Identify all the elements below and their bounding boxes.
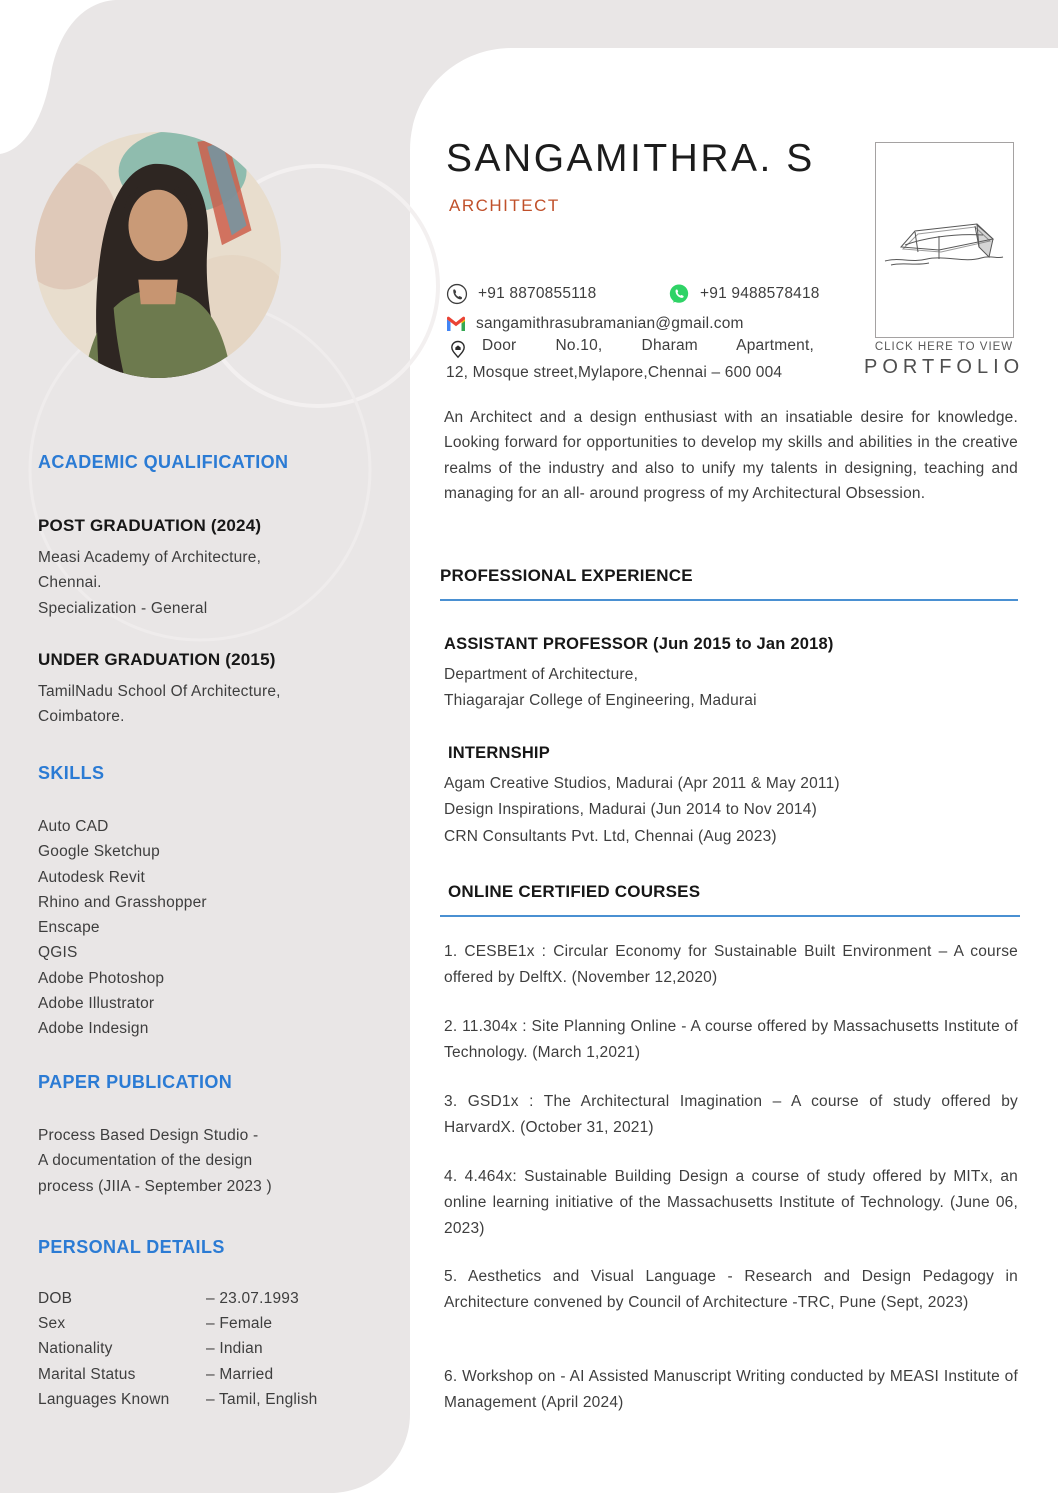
profile-photo bbox=[35, 132, 281, 378]
course-item: 2. 11.304x : Site Planning Online - A course offered by Massachusetts Institute of Technology. (March 1,2021) bbox=[444, 1018, 1018, 1061]
personal-value: – 23.07.1993 bbox=[206, 1290, 299, 1307]
personal-row bbox=[38, 1362, 378, 1387]
assistant-professor-details bbox=[444, 662, 757, 715]
academic-qualification-heading: ACADEMIC QUALIFICATION bbox=[38, 452, 289, 472]
skill-item: Rhino and Grasshopper bbox=[38, 893, 207, 911]
assistant-professor-title: ASSISTANT PROFESSOR (Jun 2015 to Jan 2018) bbox=[444, 635, 834, 653]
course-item: 6. Workshop on - AI Assisted Manuscript Writing conducted by MEASI Institute of Management (April 2024) bbox=[444, 1368, 1018, 1411]
under-graduation-details bbox=[38, 679, 281, 730]
internship-heading: INTERNSHIP bbox=[448, 744, 550, 762]
gmail-icon bbox=[446, 316, 466, 332]
personal-label: Nationality bbox=[38, 1340, 113, 1358]
paper-line: A documentation of the design bbox=[38, 1152, 253, 1170]
course-item: 5. Aesthetics and Visual Language - Research and Design Pedagogy in Architecture convened by Council of Architecture -TRC, Pune (Sept, 2023) bbox=[444, 1268, 1018, 1311]
personal-label: Marital Status bbox=[38, 1365, 136, 1383]
personal-value: – Married bbox=[206, 1365, 274, 1383]
personal-row bbox=[38, 1336, 378, 1361]
personal-value: – Indian bbox=[206, 1340, 263, 1358]
contact-block bbox=[446, 283, 826, 391]
skill-item: QGIS bbox=[38, 944, 78, 962]
skill-item: Adobe Illustrator bbox=[38, 995, 155, 1013]
internship-list bbox=[444, 771, 840, 850]
under-grad-line: TamilNadu School Of Architecture, bbox=[38, 683, 281, 700]
personal-row bbox=[38, 1387, 378, 1412]
personal-label: DOB bbox=[38, 1290, 73, 1307]
under-grad-line: Coimbatore. bbox=[38, 708, 125, 726]
online-courses-section-header bbox=[440, 882, 1020, 917]
job-title: ARCHITECT bbox=[449, 196, 560, 215]
paper-line: Process Based Design Studio - bbox=[38, 1127, 259, 1144]
address-line-1: Door No.10, Dharam Apartment, bbox=[482, 337, 814, 354]
portfolio-link-box[interactable] bbox=[875, 142, 1014, 338]
skill-item: Google Sketchup bbox=[38, 843, 160, 861]
internship-item: Design Inspirations, Madurai (Jun 2014 to Nov 2014) bbox=[444, 801, 817, 819]
course-item: 4. 4.464x: Sustainable Building Design a course of study offered by MITx, an online learning initiative of the Massachusetts Institute of Technology. (June 06, 2023) bbox=[444, 1168, 1018, 1237]
page-title: SANGAMITHRA. S bbox=[446, 137, 815, 180]
course-item: 1. CESBE1x : Circular Economy for Sustainable Built Environment – A course offered by DelftX. (November 12,2020) bbox=[444, 943, 1018, 986]
skill-item: Autodesk Revit bbox=[38, 868, 146, 886]
online-courses-heading: ONLINE CERTIFIED COURSES bbox=[448, 882, 701, 901]
personal-value: – Female bbox=[206, 1315, 273, 1333]
professional-experience-heading: PROFESSIONAL EXPERIENCE bbox=[440, 566, 693, 585]
internship-item: CRN Consultants Pvt. Ltd, Chennai (Aug 2023) bbox=[444, 827, 777, 845]
portfolio-label[interactable]: PORTFOLIO bbox=[864, 356, 1025, 378]
location-icon bbox=[448, 338, 468, 362]
under-graduation-title: UNDER GRADUATION (2015) bbox=[38, 650, 276, 669]
phone-icon bbox=[446, 283, 468, 305]
professional-experience-section-header bbox=[440, 566, 1018, 601]
skill-item: Adobe Photoshop bbox=[38, 969, 165, 987]
paper-line: process (JIIA - September 2023 ) bbox=[38, 1177, 272, 1195]
phone-number[interactable]: +91 8870855118 bbox=[478, 285, 597, 302]
experience-line: Thiagarajar College of Engineering, Madurai bbox=[444, 692, 757, 710]
post-grad-line: Chennai. bbox=[38, 574, 102, 592]
personal-details-heading: PERSONAL DETAILS bbox=[38, 1237, 225, 1257]
personal-label: Sex bbox=[38, 1315, 66, 1333]
whatsapp-number[interactable]: +91 9488578418 bbox=[700, 285, 820, 302]
skills-list bbox=[38, 814, 207, 1042]
profile-photo-image bbox=[35, 132, 281, 378]
post-grad-line: Measi Academy of Architecture, bbox=[38, 549, 262, 566]
paper-publication-details bbox=[38, 1123, 272, 1199]
personal-row bbox=[38, 1286, 378, 1311]
post-grad-line: Specialization - General bbox=[38, 599, 208, 617]
email-address[interactable]: sangamithrasubramanian@gmail.com bbox=[476, 314, 744, 332]
personal-value: – Tamil, English bbox=[206, 1390, 318, 1408]
post-graduation-details bbox=[38, 545, 261, 621]
skill-item: Enscape bbox=[38, 919, 100, 937]
course-item: 3. GSD1x : The Architectural Imagination – A course of study offered by HarvardX. (October 31, 2021) bbox=[444, 1093, 1018, 1136]
architecture-sketch bbox=[881, 205, 1007, 283]
internship-item: Agam Creative Studios, Madurai (Apr 2011 & May 2011) bbox=[444, 775, 840, 792]
skill-item: Adobe Indesign bbox=[38, 1020, 149, 1038]
personal-label: Languages Known bbox=[38, 1390, 170, 1408]
whatsapp-icon bbox=[668, 283, 690, 305]
skill-item: Auto CAD bbox=[38, 818, 109, 835]
portfolio-caption[interactable]: CLICK HERE TO VIEW bbox=[874, 341, 1014, 353]
skills-heading: SKILLS bbox=[38, 763, 105, 783]
address-line-2: 12, Mosque street,Mylapore,Chennai – 600 004 bbox=[446, 364, 783, 381]
post-graduation-title: POST GRADUATION (2024) bbox=[38, 516, 262, 535]
personal-details-list bbox=[38, 1286, 378, 1412]
experience-line: Department of Architecture, bbox=[444, 666, 639, 683]
personal-row bbox=[38, 1311, 378, 1336]
profile-summary: An Architect and a design enthusiast with an insatiable desire for knowledge. Looking forward for opportunities to develop my skills and abilities in the creative realms of the industry and also to unify my talents in designing, teaching and managing for an all- around progress of my Architectural Obsession. bbox=[444, 409, 1018, 502]
paper-publication-heading: PAPER PUBLICATION bbox=[38, 1072, 233, 1092]
